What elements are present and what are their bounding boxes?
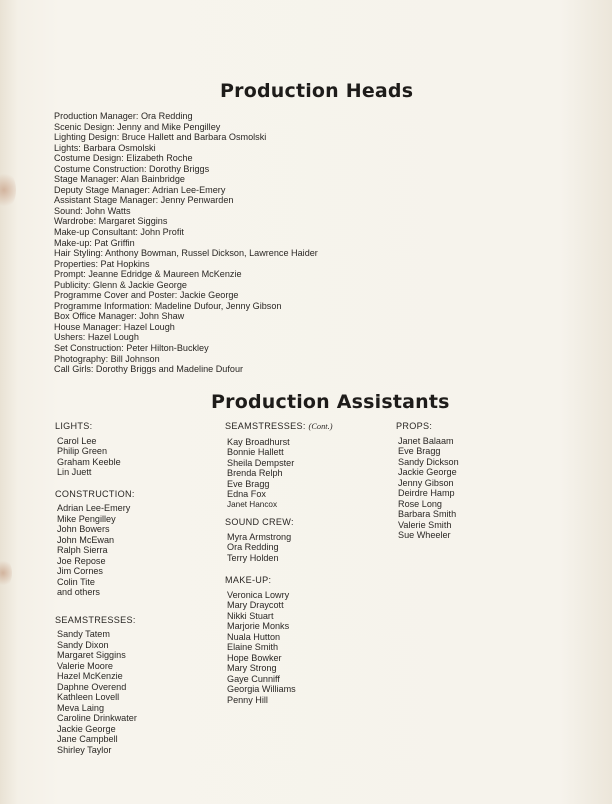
list-item: Hazel McKenzie [57,671,123,681]
list-item: Edna Fox [227,489,266,499]
assistants-column-middle [225,421,333,716]
list-item: Publicity: Glenn & Jackie George [54,279,187,290]
assistants-column-right [396,421,459,552]
list-item: Elaine Smith [227,642,279,652]
list-item: Make-up: Pat Griffin [54,237,135,248]
list-item: Call Girls: Dorothy Briggs and Madeline Dufour [54,364,244,375]
lights-group [55,421,137,478]
list-item: Meva Laing [57,702,105,713]
list-item: Costume Construction: Dorothy Briggs [54,163,210,174]
list-item: Prompt: Jeanne Edridge & Maureen McKenzie [54,269,242,280]
props-label: PROPS: [396,421,433,431]
list-item: Sound: John Watts [54,205,131,216]
list-item: Ora Redding [227,542,279,552]
list-item: Scenic Design: Jenny and Mike Pengilley [54,121,221,132]
props-group [396,421,459,541]
list-item: Rose Long [398,498,442,509]
lights-label: LIGHTS: [55,421,93,431]
list-item: and others [57,587,100,597]
assistants-column-left [55,421,137,766]
list-item: Sue Wheeler [398,530,451,540]
list-item: Brenda Relph [227,468,283,478]
list-item: Sandy Dickson [398,456,459,467]
list-item: Nuala Hutton [227,631,281,642]
cont-note: (Cont.) [308,422,333,431]
list-item: Jenny Gibson [398,477,454,488]
list-item: Valerie Smith [398,519,452,530]
construction-group [55,489,137,598]
list-item: Production Manager: Ora Redding [54,111,193,121]
paper-stain [0,170,16,210]
list-item: Jane Campbell [57,734,118,744]
make-up-names [225,590,333,706]
list-item: Properties: Pat Hopkins [54,258,150,269]
list-item: Jim Cornes [57,566,103,576]
list-item: John Bowers [57,524,110,534]
list-item: Wardrobe: Margaret Siggins [54,216,168,227]
list-item: Caroline Drinkwater [57,713,137,723]
list-item: Daphne Overend [57,681,127,692]
list-item: Jackie George [398,467,457,477]
list-item: Marjorie Monks [227,621,290,631]
list-item: Lighting Design: Bruce Hallett and Barbara Osmolski [54,132,267,143]
production-heads-title: Production Heads [220,80,414,102]
sound-crew-names [225,532,333,564]
list-item: Assistant Stage Manager: Jenny Penwarden [54,195,234,206]
list-item: Valerie Moore [57,660,113,671]
sound-crew-label: SOUND CREW: [225,517,294,527]
list-item: Barbara Smith [398,509,457,519]
list-item: Bonnie Hallett [227,447,284,457]
list-item: Joe Repose [57,555,106,566]
list-item: Philip Green [57,446,108,456]
list-item: Costume Design: Elizabeth Roche [54,153,193,164]
list-item: Set Construction: Peter Hilton-Buckley [54,343,209,354]
list-item: Adrian Lee-Emery [57,503,131,513]
list-item: Lin Juett [57,467,92,477]
list-item: Mary Strong [227,663,277,673]
construction-names [55,503,137,598]
list-item: Graham Keeble [57,456,121,467]
list-item: Kathleen Lovell [57,692,120,702]
list-item: Georgia Williams [227,684,296,694]
list-item: Programme Cover and Poster: Jackie George [54,290,239,301]
list-item: Margaret Siggins [57,650,126,660]
list-item: Eve Bragg [227,478,270,489]
list-item: Terry Holden [227,552,279,563]
list-item: Stage Manager: Alan Bainbridge [54,174,185,185]
list-item: Janet Balaam [398,435,454,446]
list-item: Kay Broadhurst [227,436,290,447]
seamstresses-group [55,615,137,756]
list-item: Lights: Barbara Osmolski [54,142,156,153]
list-item: Hair Styling: Anthony Bowman, Russel Dickson, Lawrence Haider [54,248,318,259]
list-item: Deputy Stage Manager: Adrian Lee-Emery [54,184,226,195]
list-item: Jackie George [57,723,116,734]
list-item: Ushers: Hazel Lough [54,332,139,343]
list-item: Hope Bowker [227,652,282,663]
make-up-label: MAKE-UP: [225,575,272,585]
list-item: John McEwan [57,534,115,545]
seamstresses-cont-label-text: SEAMSTRESSES: [225,421,306,431]
list-item: Photography: Bill Johnson [54,353,160,364]
lights-names [55,436,137,478]
props-names [396,436,459,541]
paper-stain [0,558,12,588]
make-up-group [225,575,333,705]
list-item: Veronica Lowry [227,589,290,600]
list-item: Gaye Cunniff [227,673,280,684]
list-item: Programme Information: Madeline Dufour, Jenny Gibson [54,300,282,311]
list-item: Nikki Stuart [227,610,274,621]
list-item: Box Office Manager: John Shaw [54,311,185,322]
sound-crew-group [225,517,333,563]
list-item: Ralph Sierra [57,545,108,555]
list-item: Make-up Consultant: John Profit [54,227,184,238]
list-item: Sandy Dixon [57,639,109,650]
list-item: Penny Hill [227,694,268,705]
list-item: Colin Tite [57,576,95,587]
seamstresses-cont-names [225,437,333,511]
list-item: Myra Armstrong [227,531,292,542]
list-item: Sandy Tatem [57,629,110,639]
seamstresses-names [55,629,137,755]
list-item: Mary Draycott [227,600,284,610]
seamstresses-cont-group [225,421,333,510]
list-item: Mike Pengilley [57,513,116,524]
seamstresses-cont-label [225,421,333,433]
list-item: Shirley Taylor [57,744,112,755]
list-item: Deirdre Hamp [398,488,455,498]
production-heads-list [54,111,318,375]
construction-label: CONSTRUCTION: [55,488,135,499]
list-item: Janet Hancox [227,499,278,509]
list-item: Sheila Dempster [227,457,295,468]
list-item: Carol Lee [57,435,97,446]
list-item: Eve Bragg [398,446,441,456]
list-item: House Manager: Hazel Lough [54,321,175,332]
production-assistants-title: Production Assistants [211,391,450,413]
seamstresses-label: SEAMSTRESSES: [55,614,136,625]
